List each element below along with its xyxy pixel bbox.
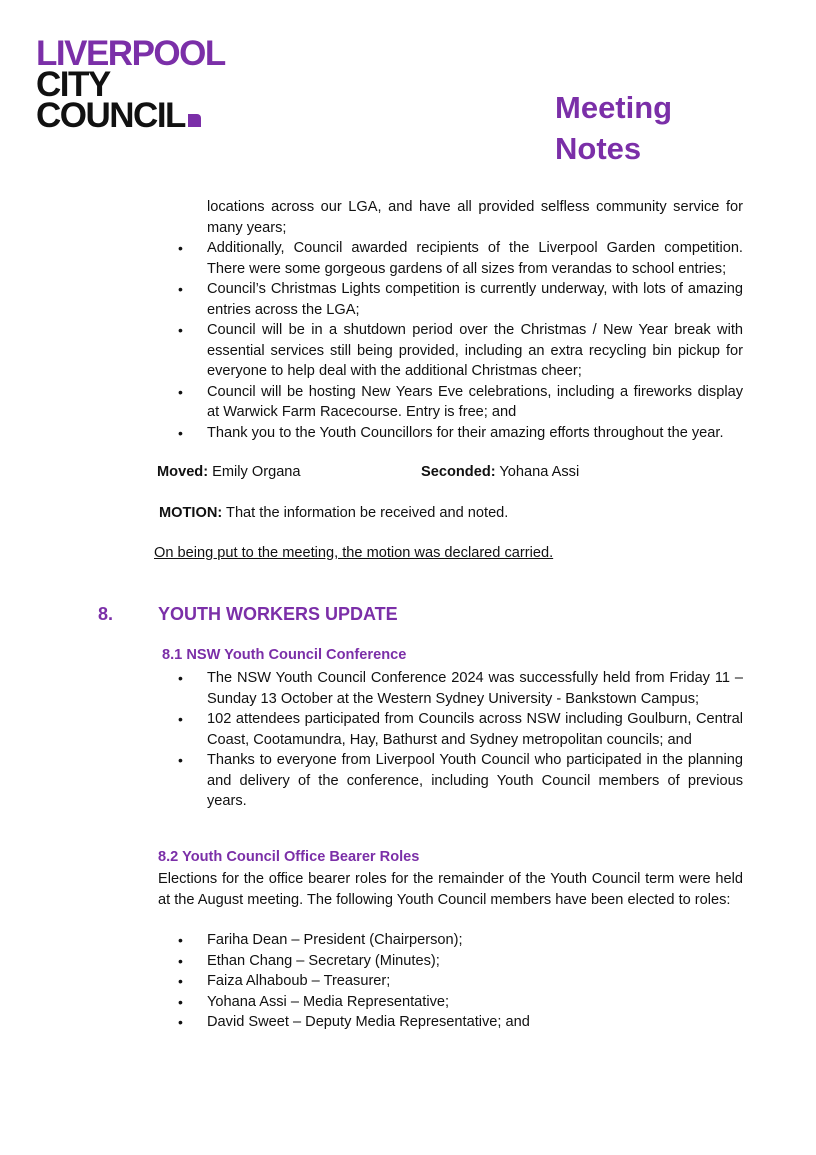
logo-council-text: COUNCIL [36,96,185,135]
motion-line [159,503,508,524]
conference-bullet-list [170,668,743,812]
list-item [170,930,743,951]
subsection-heading-8-1: 8.1 NSW Youth Council Conference [162,647,407,663]
list-item [170,668,743,709]
list-item-text: David Sweet – Deputy Media Representative; and [207,1014,530,1030]
moved-label: Moved: [157,464,209,480]
list-item-text: Faiza Alhaboub – Treasurer; [207,973,391,989]
list-item [170,709,743,750]
office-bearer-intro: Elections for the office bearer roles for the remainder of the Youth Council term were held at the August meeting. The following Youth Council members have been elected to roles: [158,871,743,908]
list-item [170,382,743,423]
council-logo [36,34,225,135]
seconded-name: Yohana Assi [499,464,580,480]
list-item [170,750,743,812]
list-item-text: Thanks to everyone from Liverpool Youth Council who participated in the planning and delivery of the conference, including Youth Council members of previous years. [207,752,743,809]
logo-line-liverpool: LIVERPOOL [36,34,225,73]
section-number: 8. [98,604,114,624]
moved-line [157,462,301,483]
list-item [170,423,743,444]
list-item-text: The NSW Youth Council Conference 2024 was successfully held from Friday 11 – Sunday 13 October at the Western Sydney University - Bankstown Campus; [207,670,743,707]
motion-carried-note: On being put to the meeting, the motion was declared carried. [154,545,554,561]
list-item-text: locations across our LGA, and have all provided selfless community service for many years; [207,199,743,236]
seconded-label: Seconded: [421,464,496,480]
list-item [170,197,743,238]
list-item-text: Fariha Dean – President (Chairperson); [207,932,463,948]
list-item [170,238,743,279]
logo-mark-icon [188,114,201,127]
list-item-text: Additionally, Council awarded recipients of the Liverpool Garden competition. There were some gorgeous gardens of all sizes from verandas to school entries; [207,240,743,277]
list-item-text: Yohana Assi – Media Representative; [207,993,450,1010]
list-item [170,971,743,992]
seconded-line [421,462,579,483]
list-item [170,951,743,972]
logo-line-council [36,96,225,135]
list-item-text: Council’s Christmas Lights competition is currently underway, with lots of amazing entries across the LGA; [207,281,743,318]
list-item-text: Council will be hosting New Years Eve celebrations, including a fireworks display at Warwick Farm Racecourse. Entry is free; and [207,383,743,420]
page-title [555,87,672,169]
section-title: YOUTH WORKERS UPDATE [158,604,398,624]
subsection-heading-8-2: 8.2 Youth Council Office Bearer Roles [158,849,420,865]
moved-name: Emily Organa [212,464,301,480]
list-item [170,992,743,1013]
continued-bullet-list [170,197,743,443]
list-item-text: Thank you to the Youth Councillors for their amazing efforts throughout the year. [207,424,724,441]
motion-label: MOTION: [159,505,223,521]
list-item [170,279,743,320]
list-item-text: Ethan Chang – Secretary (Minutes); [207,952,440,969]
motion-text: That the information be received and noted. [226,505,509,521]
list-item [170,1012,743,1033]
office-bearer-list [170,930,743,1033]
title-line-meeting: Meeting [555,90,673,125]
list-item-text: Council will be in a shutdown period over the Christmas / New Year break with essential services still being provided, including an extra recycling bin pickup for everyone to help deal with the additional Christmas cheer; [207,322,743,379]
list-item-text: 102 attendees participated from Councils across NSW including Goulburn, Central Coast, Cootamundra, Hay, Bathurst and Sydney metropolitan councils; and [207,711,743,748]
list-item [170,320,743,382]
logo-line-city: CITY [36,65,110,104]
title-line-notes: Notes [555,131,642,166]
